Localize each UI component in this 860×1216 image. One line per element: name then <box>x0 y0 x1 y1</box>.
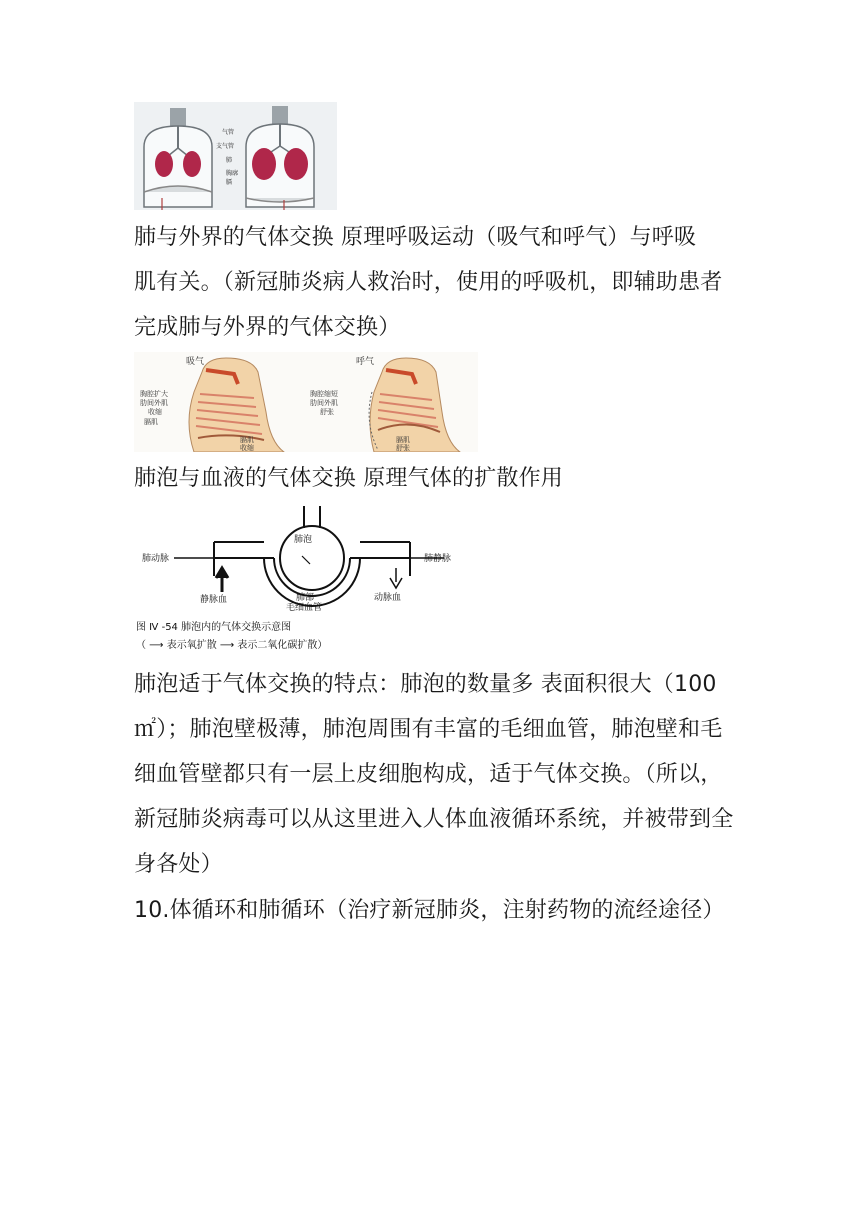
paragraph-lung-external-exchange <box>134 215 734 350</box>
bell-jar-diagram <box>134 102 337 210</box>
exhale-label: 膈肌 <box>396 436 410 444</box>
inhale-label: 肋间外肌 <box>140 399 168 407</box>
text-line: 完成肺与外界的气体交换） <box>134 315 401 340</box>
text-line: 10.体循环和肺循环（治疗新冠肺炎，注射药物的流经途径） <box>134 898 725 923</box>
text-line: 肺与外界的气体交换 原理呼吸运动（吸气和呼气）与呼吸 <box>134 225 697 250</box>
label-lung: 肺 <box>226 157 233 164</box>
inhale-label: 收缩 <box>148 408 162 416</box>
heading-circulation <box>134 888 734 933</box>
inhale-label: 膈肌 <box>240 436 254 444</box>
figure-caption-2: （ ⟶ 表示氧扩散 ⟶ 表示二氧化碳扩散） <box>136 640 328 651</box>
exhale-label: 胸腔缩短 <box>310 390 338 398</box>
figure-caption-1: 图 Ⅳ -54 肺泡内的气体交换示意图 <box>136 622 292 633</box>
exhale-title: 呼气 <box>356 357 375 367</box>
exhale-label: 舒张 <box>396 444 410 452</box>
label-capillary-1: 肺部 <box>296 593 315 603</box>
text-line: 肌有关。（新冠肺炎病人救治时，使用的呼吸机，即辅助患者 <box>134 270 723 295</box>
text-line: 新冠肺炎病毒可以从这里进入人体血液循环系统，并被带到全 <box>134 807 734 832</box>
exhale-label: 肋间外肌 <box>310 399 338 407</box>
inhale-title: 吸气 <box>186 357 205 367</box>
label-thorax: 胸廓 <box>226 170 239 177</box>
exhale-label: 舒张 <box>320 408 334 416</box>
label-pulmonary-artery: 肺动脉 <box>142 554 170 564</box>
label-trachea: 气管 <box>222 129 235 136</box>
text-line: 细血管壁都只有一层上皮细胞构成，适于气体交换。（所以， <box>134 762 723 787</box>
inhale-label: 胸腔扩大 <box>140 390 168 398</box>
paragraph-alveolus-features <box>134 662 734 887</box>
label-alveolus: 肺泡 <box>294 535 313 545</box>
label-bronchus: 支气管 <box>216 143 235 150</box>
text-line: 身各处） <box>134 852 223 877</box>
text-line: ㎡）；肺泡壁极薄，肺泡周围有丰富的毛细血管，肺泡壁和毛 <box>134 717 723 742</box>
label-venous-blood: 静脉血 <box>200 595 228 605</box>
label-diaphragm: 膈 <box>226 179 233 186</box>
inhale-label: 收缩 <box>240 444 254 452</box>
breathing-diagram <box>134 352 478 452</box>
inhale-label: 膈肌 <box>144 418 158 426</box>
alveolus-gas-exchange-figure <box>134 506 470 656</box>
label-arterial-blood: 动脉血 <box>374 593 402 603</box>
bell-jar-lung-model-figure <box>134 102 337 210</box>
heading-alveolus-blood-exchange <box>134 456 734 501</box>
breathing-movement-figure <box>134 352 478 452</box>
label-capillary-2: 毛细血管 <box>286 603 323 613</box>
label-pulmonary-vein: 肺静脉 <box>424 554 452 564</box>
alveolus-diagram <box>134 506 470 656</box>
text-line: 肺泡与血液的气体交换 原理气体的扩散作用 <box>134 466 563 491</box>
text-line: 肺泡适于气体交换的特点：肺泡的数量多 表面积很大（100 <box>134 672 717 697</box>
